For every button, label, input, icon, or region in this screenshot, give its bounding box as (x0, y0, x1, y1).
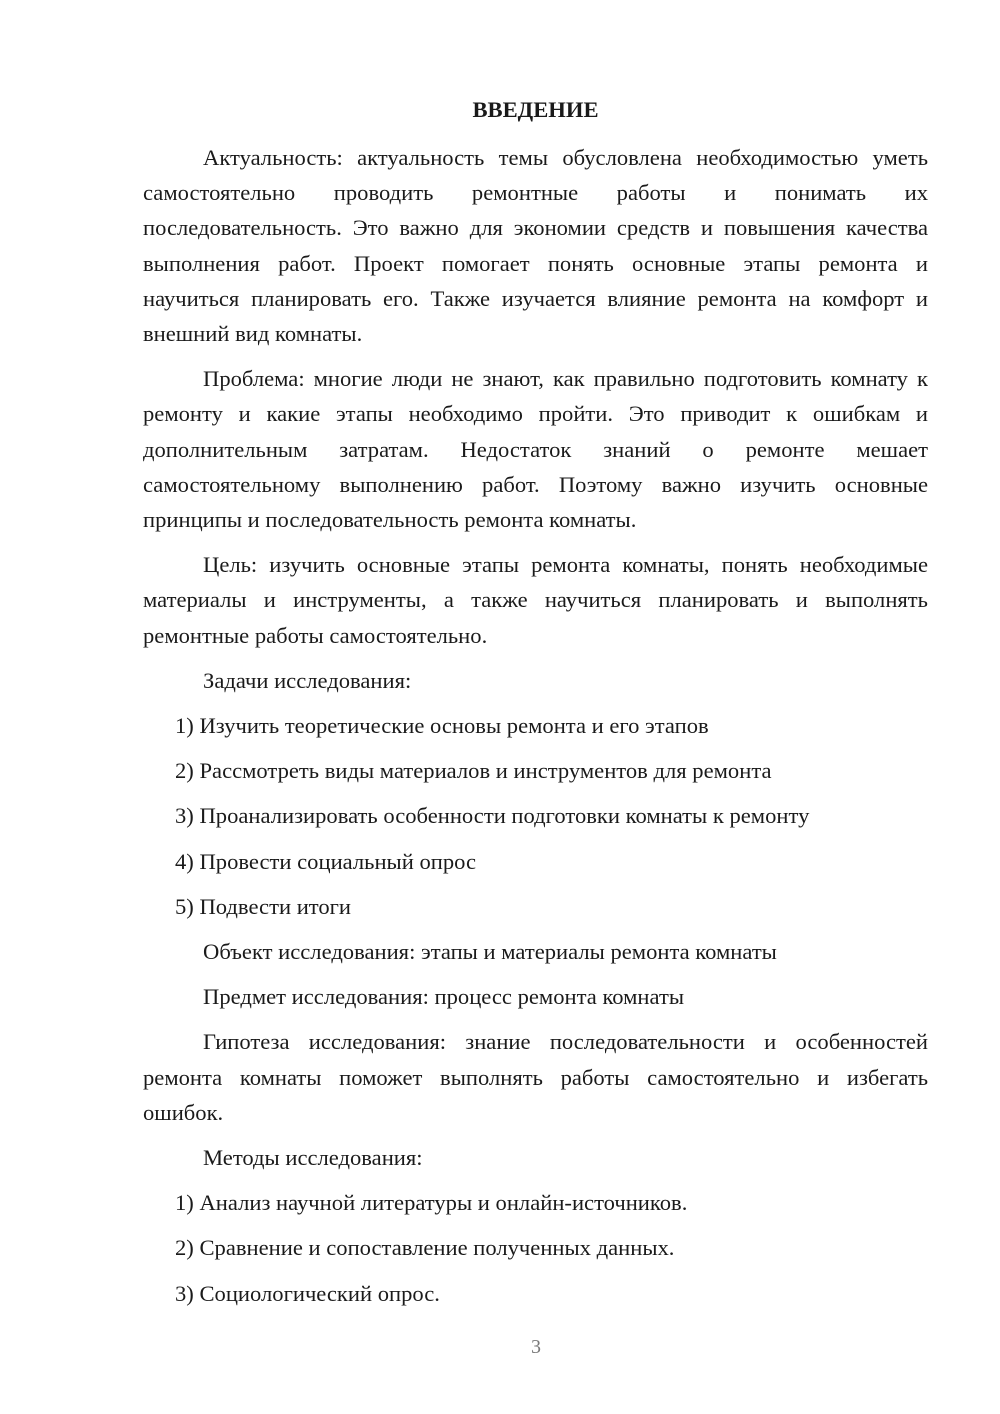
problem-paragraph: Проблема: многие люди не знают, как правильно подготовить комнату к ремонту и какие этапы необходимо пройти. Это приводит к ошибкам и дополнительным затратам. Недостаток знаний о ремонте мешает самостоятельному выполнению работ. Поэтому важно изучить основные принципы и последовательность ремонта комнаты. (143, 366, 928, 533)
subject-paragraph: Предмет исследования: процесс ремонта комнаты (203, 984, 685, 1010)
page-content (143, 92, 928, 1321)
task-item: 5) Подвести итоги (175, 893, 352, 919)
relevance-paragraph: Актуальность: актуальность темы обусловлена необходимостью уметь самостоятельно проводить ремонтные работы и понимать их последовательность. Это важно для экономии средств и повышения качества выполнения работ. Проект помогает понять основные этапы ремонта и научиться планировать его. Также изучается влияние ремонта на комфорт и внешний вид комнаты. (143, 145, 928, 347)
task-item: 1) Изучить теоретические основы ремонта и его этапов (175, 713, 709, 739)
section-heading: ВВЕДЕНИЕ (472, 97, 599, 122)
tasks-title: Задачи исследования: (203, 667, 412, 693)
page-number: 3 (531, 1336, 541, 1358)
methods-title: Методы исследования: (203, 1145, 423, 1171)
task-item: 4) Провести социальный опрос (175, 848, 477, 874)
method-item: 2) Сравнение и сопоставление полученных данных. (175, 1235, 675, 1261)
hypothesis-paragraph: Гипотеза исследования: знание последовательности и особенностей ремонта комнаты поможет выполнять работы самостоятельно и избегать ошибок. (143, 1029, 928, 1125)
goal-paragraph: Цель: изучить основные этапы ремонта комнаты, понять необходимые материалы и инструменты, а также научиться планировать и выполнять ремонтные работы самостоятельно. (143, 552, 928, 648)
task-item: 2) Рассмотреть виды материалов и инструментов для ремонта (175, 758, 772, 784)
method-item: 1) Анализ научной литературы и онлайн-источников. (175, 1190, 688, 1216)
method-item: 3) Социологический опрос. (175, 1280, 440, 1306)
object-paragraph: Объект исследования: этапы и материалы ремонта комнаты (203, 939, 777, 965)
task-item: 3) Проанализировать особенности подготовки комнаты к ремонту (175, 803, 810, 829)
